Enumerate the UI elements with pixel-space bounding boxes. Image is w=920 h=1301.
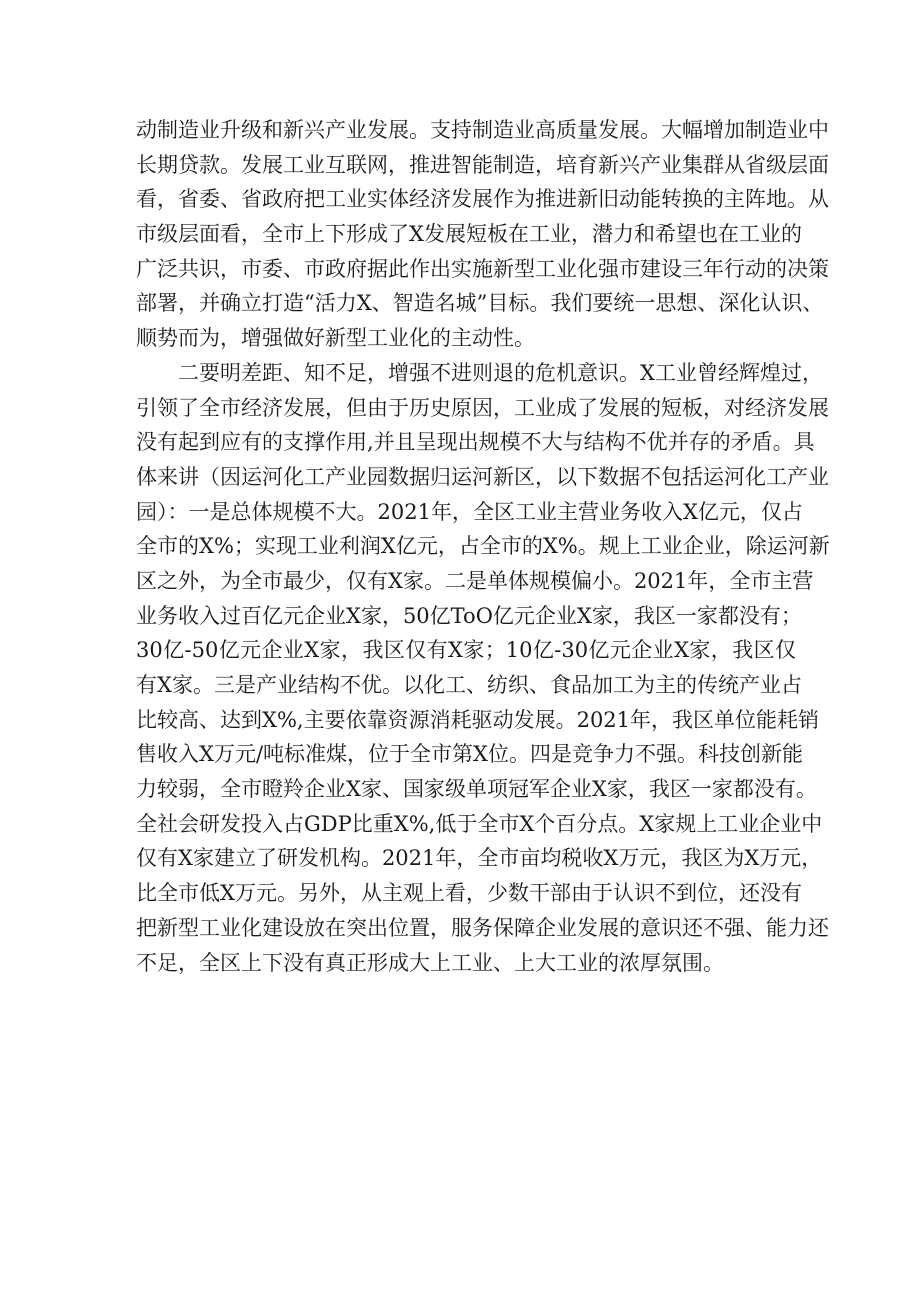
paragraph-1 [136,113,829,356]
paragraph-line: 没有起到应有的支撑作用,并且呈现出规模不大与结构不优并存的矛盾。具 [136,430,815,455]
paragraph-line: 二要明差距、知不足，增强不进则退的危机意识。X工业曾经辉煌过， [178,360,823,385]
paragraph-line: 看，省委、省政府把工业实体经济发展作为推进新旧动能转换的主阵地。从 [136,187,829,212]
paragraph-line: 长期贷款。发展工业互联网，推进智能制造，培育新兴产业集群从省级层面 [136,152,829,177]
paragraph-line: 力较弱，全市瞪羚企业X家、国家级单项冠军企业X家，我区一家都没有。 [136,777,817,802]
paragraph-line: 全市的X%；实现工业利润X亿元，占全市的X%。规上工业企业，除运河新 [136,534,830,559]
paragraph-line: 全社会研发投入占GDP比重X%,低于全市X个百分点。X家规上工业企业中 [136,811,823,836]
paragraph-line: 业务收入过百亿元企业X家，50亿ToO亿元企业X家，我区一家都没有； [136,603,802,628]
paragraph-line: 区之外，为全市最少，仅有X家。二是单体规模偏小。2021年，全市主营 [136,568,814,593]
paragraph-line: 体来讲（因运河化工产业园数据归运河新区，以下数据不包括运河化工产业 [136,464,829,489]
paragraph-line: 市级层面看，全市上下形成了X发展短板在工业，潜力和希望也在工业的 [136,222,802,247]
paragraph-line: 售收入X万元/吨标准煤，位于全市第X位。四是竞争力不强。科技创新能 [136,742,803,767]
paragraph-line: 引领了全市经济发展，但由于历史原因，工业成了发展的短板，对经济发展 [136,395,829,420]
paragraph-line: 30亿-50亿元企业X家，我区仅有X家；10亿-30亿元企业X家，我区仅 [136,638,796,663]
paragraph-line: 不足，全区上下没有真正形成大上工业、上大工业的浓厚氛围。 [136,950,724,975]
paragraph-line: 有X家。三是产业结构不优。以化工、纺织、食品加工为主的传统产业占 [136,673,802,697]
paragraph-line: 园）：一是总体规模不大。2021年，全区工业主营业务收入X亿元，仅占 [136,499,803,524]
paragraph-line: 顺势而为，增强做好新型工业化的主动性。 [136,326,535,351]
paragraph-line: 动制造业升级和新兴产业发展。支持制造业高质量发展。大幅增加制造业中 [136,118,829,142]
paragraph-line: 仅有X家建立了研发机构。2021年，全市亩均税收X万元，我区为X万元， [136,846,823,871]
document-body [136,113,830,980]
paragraph-line: 广泛共识，市委、市政府据此作出实施新型工业化强市建设三年行动的决策 [136,256,829,281]
paragraph-line: 把新型工业化建设放在突出位置，服务保障企业发展的意识还不强、能力还 [136,915,829,940]
paragraph-line: 比较高、达到X%,主要依靠资源消耗驱动发展。2021年，我区单位能耗销 [136,707,820,732]
paragraph-2 [136,356,830,980]
paragraph-line: 比全市低X万元。另外，从主观上看，少数干部由于认识不到位，还没有 [136,881,802,906]
paragraph-line: 部署，并确立打造“活力X、智造名城”目标。我们要统一思想、深化认识、 [136,291,824,316]
